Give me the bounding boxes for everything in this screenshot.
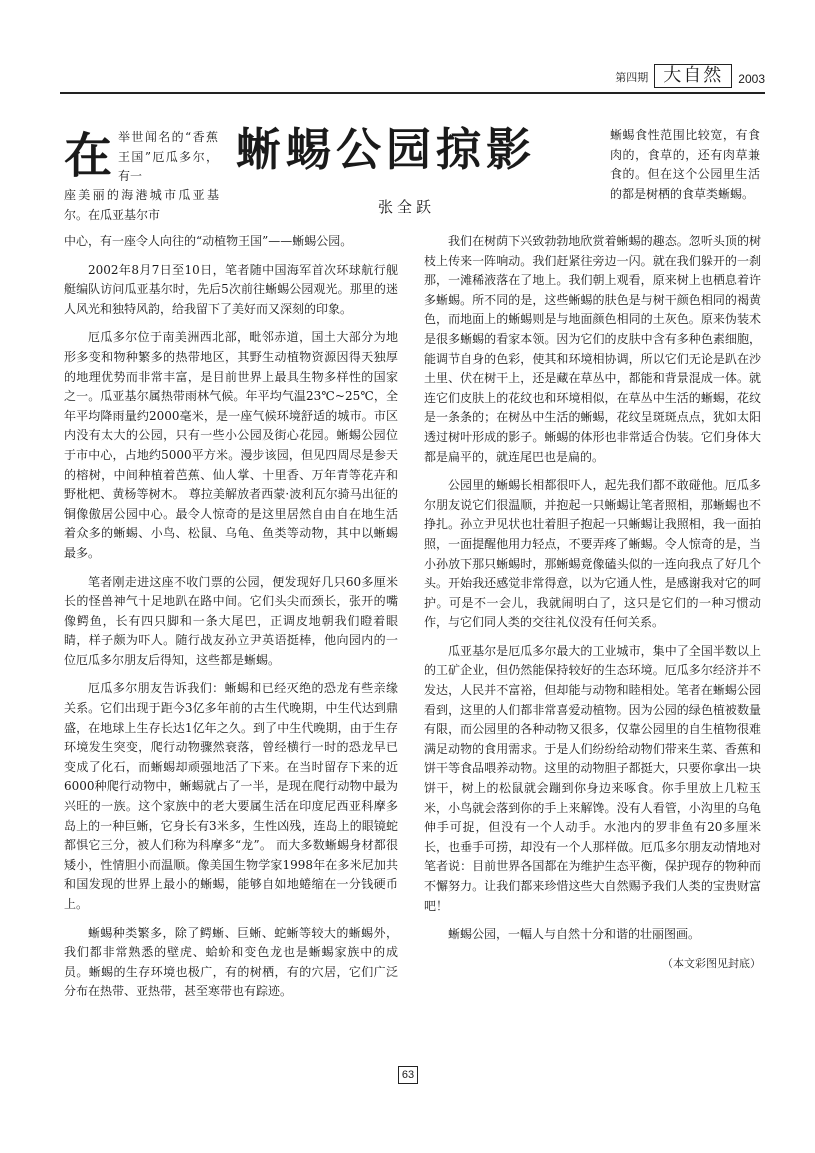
paragraph: 中心，有一座令人向往的“动植物王国”——蜥蜴公园。 — [64, 234, 353, 248]
left-column — [64, 232, 398, 1011]
paragraph: 公园里的蜥蜴长相都很吓人，起先我们都不敢碰他。厄瓜多尔朋友说它们很温顺，并抱起一只蜥蜴让笔者照相，那蜥蜴也不挣扎。孙立尹见状也壮着胆子抱起一只蜥蜴让我照相，我一面拍照，一面提醒他用力轻点，不要弄疼了蜥蜴。令人惊奇的是，当小孙放下那只蜥蜴时，那蜥蜴竟像磕头似的一连向我点了好几个头。开始我还感觉非常得意，以为它通人性，是感谢我对它的呵护。可是不一会儿，我就闹明白了，这只是它们的一种习惯动作，与它们同人类的交往礼仪没有任何关系。 — [424, 478, 761, 630]
page-number: 63 — [398, 1066, 418, 1084]
sidebar-intro: 蜥蜴食性范围比较宽，有食肉的，食草的，还有肉草兼食的。但在这个公园里生活的都是树栖的食草类蜥蜴。 — [610, 128, 760, 201]
photo-note: （本文彩图见封底） — [662, 956, 761, 970]
paragraph: 瓜亚基尔是厄瓜多尔最大的工业城市，集中了全国半数以上的工矿企业，但仍然能保持较好的生态环境。厄瓜多尔经济并不发达，人民并不富裕，但却能与动物和睦相处。笔者在蜥蜴公园看到，这里的人们都非常喜爱动植物。因为公园的绿色植被数量有限，而公园里的各种动物又很多，仅靠公园里的自生植物很难满足动物的食用需求。于是人们纷纷给动物们带来生菜、香蕉和饼干等食品喂养动物。这里的动物胆子都挺大，只要你拿出一块饼干，树上的松鼠就会蹦到你身边来啄食。你手里放上几粒玉米，小鸟就会落到你的手上来解馋。没有人看管，小沟里的乌龟伸手可捉，但没有一个人动手。水池内的罗非鱼有20多厘米长，也垂手可捞，却没有一个人那样做。厄瓜多尔朋友动情地对笔者说：目前世界各国都在为维护生态平衡，保护现存的物种而不懈努力。让我们都来珍惜这些大自然赐予我们人类的宝贵财富吧！ — [424, 643, 761, 913]
intro-text-upper: 举世闻名的“香蕉王国”厄瓜多尔，有一 — [118, 130, 218, 183]
intro-text-lower: 座美丽的海港城市瓜亚基尔。在瓜亚基尔市 — [64, 188, 219, 222]
magazine-name: 大自然 — [654, 64, 732, 88]
article-title: 蜥蜴公园掠影 — [236, 123, 537, 176]
header-rule — [60, 92, 765, 94]
masthead — [615, 64, 765, 88]
drop-cap: 在 — [64, 128, 113, 184]
author-name: 张全跃 — [378, 198, 436, 216]
paragraph: 我们在树荫下兴致勃勃地欣赏着蜥蜴的趣态。忽听头顶的树枝上传来一阵响动。我们赶紧往旁边一闪。就在我们躲开的一刹那，一滩稀液落在了地上。我们朝上观看，原来树上也栖息着许多蜥蜴。所不同的是，这些蜥蜴的肤色是与树干颜色相同的褐黄色，而地面上的蜥蜴则是与地面颜色相同的土灰色。原来伪装术是很多蜥蜴的看家本领。因为它们的皮肤中含有多种色素细胞，能调节自身的色彩，使其和环境相协调，所以它们无论是趴在沙土里、伏在树干上，还是藏在草丛中，都能和背景混成一体。就连它们皮肤上的花纹也和环境相似，在草丛中生活的蜥蜴，花纹是一条条的；在树丛中生活的蜥蜴，花纹呈斑斑点点，犹如太阳透过树叶形成的影子。蜥蜴的体形也非常适合伪装。它们身体大都是扁平的，就连尾巴也是扁的。 — [424, 234, 761, 464]
paragraph: 蜥蜴公园，一幅人与自然十分和谐的壮丽图画。 — [448, 927, 701, 942]
paragraph: 2002年8月7日至10日，笔者随中国海军首次环球航行舰艇编队访问瓜亚基尔时，先后5次前往蜥蜴公园观光。那里的迷人风光和独特风韵，给我留下了美好而又深刻的印象。 — [64, 262, 398, 316]
year-label: 2003 — [738, 72, 765, 86]
right-column — [424, 232, 761, 982]
paragraph: 笔者刚走进这座不收门票的公园，便发现好几只60多厘米长的怪兽神气十足地趴在路中间。它们头尖而颈长，张开的嘴像鳄鱼，长有四只脚和一条大尾巴，正调皮地朝我们瞪着眼睛，样子颇为吓人。随行战友孙立尹英语挺棒，他向园内的一位厄瓜多尔朋友后得知，这些都是蜥蜴。 — [64, 574, 398, 667]
issue-label: 第四期 — [615, 71, 649, 84]
paragraph: 厄瓜多尔位于南美洲西北部，毗邻赤道，国土大部分为地形多变和物种繁多的热带地区，其野生动植物资源因得天独厚的地理优势而非常丰富，是目前世界上最具生物多样性的国家之一。瓜亚基尔属热带雨林气候。年平均气温23℃~25℃，全年平均降雨量约2000毫米，是一座气候环境舒适的城市。市区内没有太大的公园，只有一些小公园及街心花园。蜥蜴公园位于市中心，占地约5000平方米。漫步该园，但见四周尽是参天的榕树，中间种植着芭蕉、仙人掌、十里香、万年青等花卉和野枇杷、黄杨等树木。 尊拉美解放者西蒙·波利瓦尔骑马出征的铜像傲居公园中心。最令人惊奇的是这里居然自由自在地生活着众多的蜥蜴、小鸟、松鼠、乌龟、鱼类等动物，其中以蜥蜴最多。 — [64, 330, 398, 560]
paragraph: 蜥蜴种类繁多，除了鳄蜥、巨蜥、蛇蜥等较大的蜥蜴外，我们都非常熟悉的壁虎、蛤蚧和变色龙也是蜥蜴家族中的成员。蜥蜴的生存环境也极广，有的树栖，有的穴居，它们广泛分布在热带、亚热带，甚至寒带也有踪迹。 — [64, 925, 398, 999]
paragraph: 厄瓜多尔朋友告诉我们：蜥蜴和已经灭绝的恐龙有些亲缘关系。它们出现于距今3亿多年前的古生代晚期，中生代达到鼎盛，在地球上生存长达1亿年之久。到了中生代晚期，由于生存环境发生突变，爬行动物骤然衰落，曾经横行一时的恐龙早已变成了化石，而蜥蜴却顽强地活了下来。在当时留存下来的近6000种爬行动物中，蜥蜴就占了一半，是现在爬行动物中最为兴旺的一族。这个家族中的老大要属生活在印度尼西亚科摩多岛上的一种巨蜥，它身长有3米多，生性凶残，连岛上的眼镜蛇都惧它三分，被人们称为科摩多“龙”。 而大多数蜥蜴身材都很矮小，性情胆小而温顺。像美国生物学家1998年在多米尼加共和国发现的世界上最小的蜥蜴，能够自如地蜷缩在一分钱硬币上。 — [64, 681, 398, 911]
